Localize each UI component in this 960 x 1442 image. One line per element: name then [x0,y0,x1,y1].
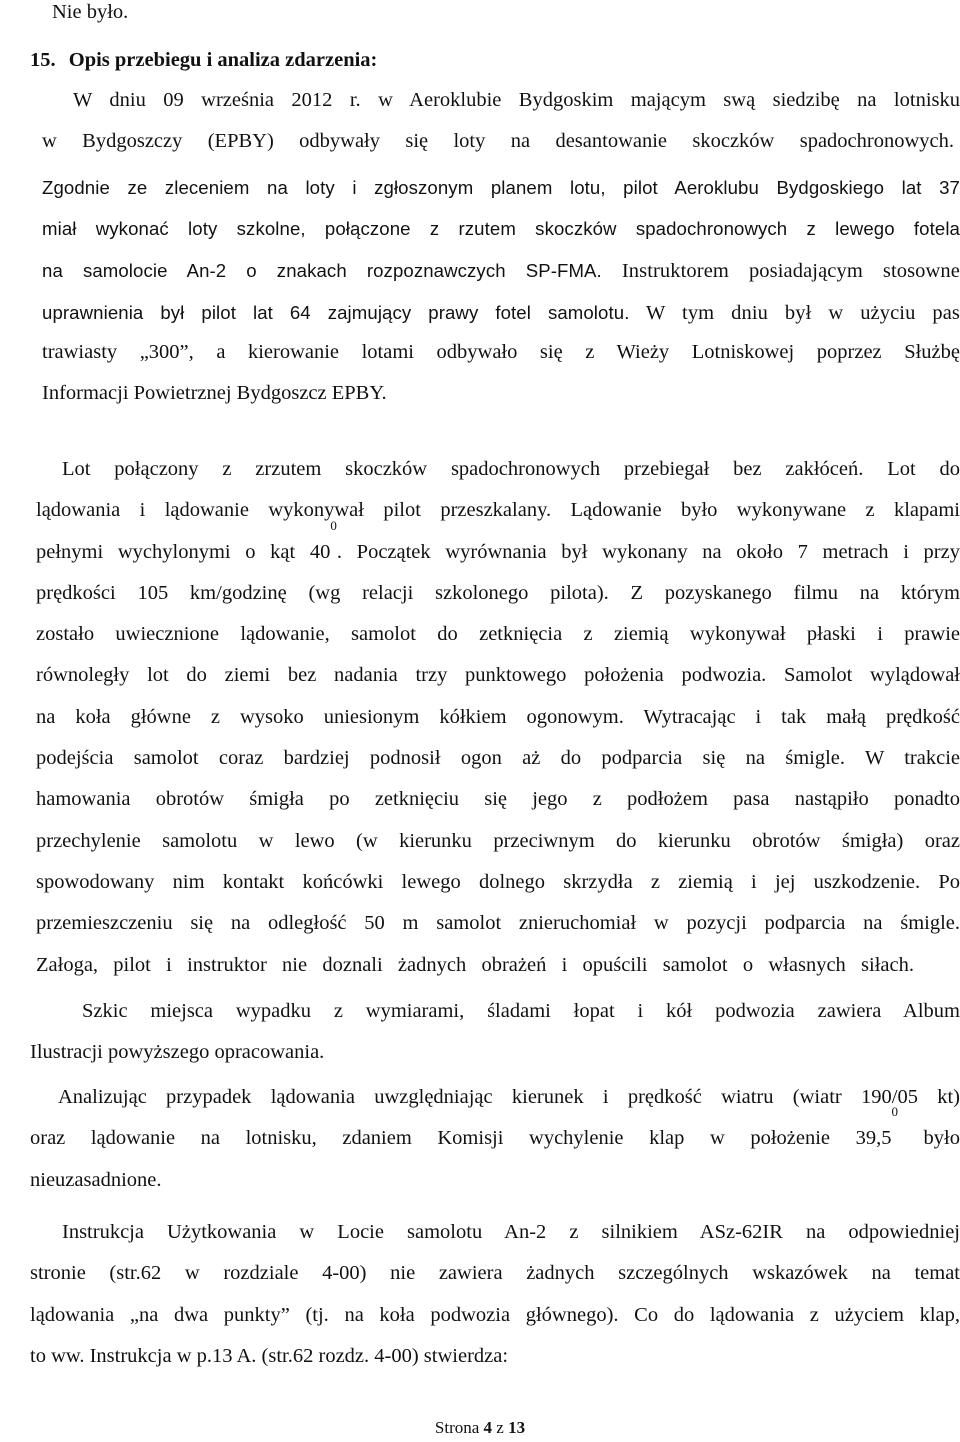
para1-line-6-sans: uprawnienia był pilot lat 64 zajmujący prawy fotel samolotu. [42,301,630,323]
para4-line-2 [30,1104,960,1159]
paragraph-2 [36,449,960,986]
section-title: Opis przebiegu i analiza zdarzenia: [68,49,378,71]
section-heading [30,40,377,81]
para4-line-2-b: było [897,1127,960,1150]
para2-line-12: przemieszczeniu się na odległość 50 m samolot znieruchomiał w pozycji podparcia na śmigle. [36,912,960,935]
para2-line-8: podejścia samolot coraz bardziej podnosił ogon aż do podparcia się na śmigle. W trakcie [36,747,960,770]
section-number: 15. [30,49,56,71]
para2-line-11: spowodowany nim kontakt końcówki lewego dolnego skrzydła z ziemią i jej uszkodzenie. Po [36,870,960,893]
paragraph-1 [42,80,960,163]
para1-line-5-serif: Instruktorem posiadającym stosowne [601,259,960,282]
para5-line-2: stronie (str.62 w rozdziale 4-00) nie zawiera żadnych szczególnych wskazówek na temat [30,1262,960,1285]
para1-line-7: trawiasty „300”, a kierowanie lotami odbywało się z Wieży Lotniskowej poprzez Służbę [42,341,960,363]
para2-line-10: przechylenie samolotu w lewo (w kierunku przeciwnym do kierunku obrotów śmigła) oraz [36,829,960,852]
footer-prefix: Strona [434,1418,484,1437]
para1-line-5-sans: na samolocie An-2 o znakach rozpoznawczych SP-FMA. [42,259,602,281]
top-line [52,0,128,33]
para4-line-1: Analizując przypadek lądowania uwzględniając kierunek i prędkość wiatru (wiatr 190/05 kt) [58,1086,960,1108]
paragraph-1-end [42,332,960,415]
para1-line-1: W dniu 09 września 2012 r. w Aeroklubie Bydgoskim mającym swą siedzibę na lotnisku [73,89,960,111]
para4-line-3: nieuzasadnione. [30,1168,162,1191]
para2-line-2: lądowania i lądowanie wykonywał pilot przeszkalany. Lądowanie było wykonywane z klapami [36,499,960,522]
degree-superscript: 0 [330,517,337,533]
para3-line-1: Szkic miejsca wypadku z wymiarami, śladami łopat i kół podwozia zawiera Album [82,1000,960,1022]
para3-line-2: Ilustracji powyższego opracowania. [30,1041,325,1064]
paragraph-4 [30,1077,960,1201]
para1-line-6 [42,292,960,334]
para2-line-9: hamowania obrotów śmigła po zetknięciu się jego z podłożem pasa nastąpiło ponadto [36,788,960,811]
para2-line-4: prędkości 105 km/godzinę (wg relacji szkolonego pilota). Z pozyskanego filmu na którym [36,581,960,604]
para2-line-5: zostało uwiecznione lądowanie, samolot do zetknięcia z ziemią wykonywał płaski i prawie [36,623,960,646]
para1-line-4: miał wykonać loty szkolne, połączone z rzutem skoczków spadochronowych z lewego fotela [42,218,960,240]
para2-line-1: Lot połączony z zrzutem skoczków spadochronowych przebiegał bez zakłóceń. Lot do [62,458,960,480]
para2-line-3-a: pełnymi wychylonymi o kąt 40 [36,540,331,563]
page-footer [0,1418,960,1438]
top-line-text: Nie było. [52,1,129,23]
para5-line-4: to ww. Instrukcja w p.13 A. (str.62 rozdz. 4-00) stwierdza: [30,1344,509,1367]
paragraph-5 [30,1212,960,1377]
para2-line-3 [36,517,960,573]
para2-line-6: równoległy lot do ziemi bez nadania trzy punktowego położenia podwozia. Samolot wylądował [36,664,960,687]
para1-line-5 [42,250,960,292]
para2-line-7: na koła główne z wysoko uniesionym kółkiem ogonowym. Wytracając i tak małą prędkość [36,705,960,728]
para5-line-3: lądowania „na dwa punkty” (tj. na koła podwozia głównego). Co do lądowania z użyciem klap, [30,1303,960,1326]
degree-superscript-2: 0 [891,1104,898,1120]
footer-total-pages: 13 [508,1418,526,1437]
para1-line-3: Zgodnie ze zleceniem na loty i zgłoszonym planem lotu, pilot Aeroklubu Bydgoskiego lat 37 [42,177,960,198]
para1-line-6-serif: W tym dniu był w użyciu pas [629,301,960,324]
para1-line-8: Informacji Powietrznej Bydgoszcz EPBY. [42,382,387,405]
para2-line-13: Załoga, pilot i instruktor nie doznali żadnych obrażeń i opuścili samolot o własnych siłach. [36,953,914,976]
para1-line-2: w Bydgoszczy (EPBY) odbywały się loty na desantowanie skoczków spadochronowych. [42,130,954,153]
para2-line-3-b: . Początek wyrównania był wykonany na około 7 metrach i przy [336,540,960,563]
footer-current-page: 4 [483,1418,493,1437]
paragraph-3 [30,991,960,1074]
footer-separator: z [492,1418,509,1437]
para4-line-2-a: oraz lądowanie na lotnisku, zdaniem Komisji wychylenie klap w położenie 39,5 [30,1127,892,1150]
paragraph-1-sans [42,167,960,334]
para5-line-1: Instrukcja Użytkowania w Locie samolotu An-2 z silnikiem ASz-62IR na odpowiedniej [62,1221,960,1243]
